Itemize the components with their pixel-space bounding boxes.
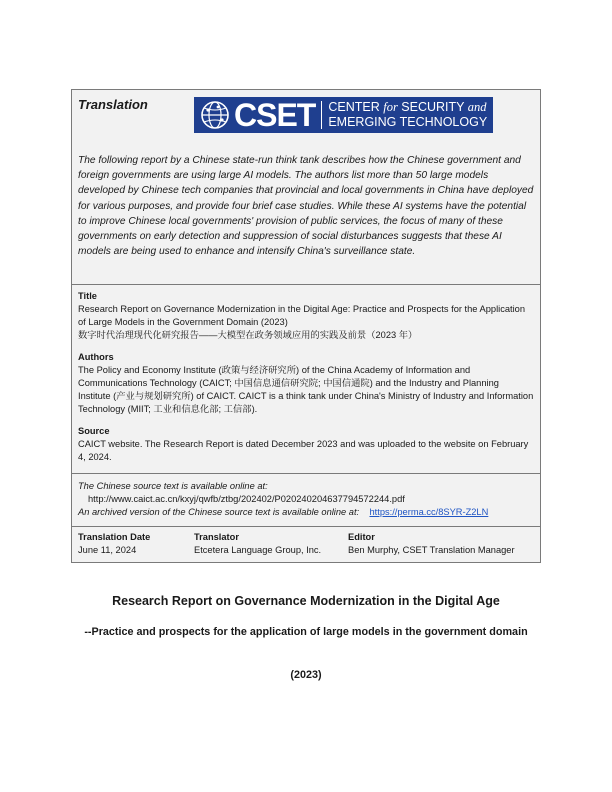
translation-date-header: Translation Date <box>78 532 151 542</box>
source-text: CAICT website. The Research Report is dated December 2023 and was uploaded to the website on February 4, 2024. <box>78 439 529 462</box>
translation-info-box <box>71 89 541 563</box>
title-label: Title <box>78 291 97 301</box>
translator-value: Etcetera Language Group, Inc. <box>194 545 322 555</box>
source-online-line: The Chinese source text is available online at: <box>78 481 268 491</box>
translation-heading: Translation <box>78 97 148 112</box>
logo-mark: CSET <box>234 97 316 133</box>
archive-link[interactable]: https://perma.cc/8SYR-Z2LN <box>369 507 489 517</box>
title-chinese: 数字时代治理现代化研究报告——大模型在政务领域应用的实践及前景（2023 年） <box>78 330 418 340</box>
translation-date-value: June 11, 2024 <box>78 545 137 555</box>
title-section <box>72 284 540 464</box>
translator-header: Translator <box>194 532 239 542</box>
credits-section <box>72 526 540 557</box>
cset-logo <box>194 97 493 133</box>
logo-divider <box>321 101 322 129</box>
document-year: (2023) <box>290 669 322 681</box>
authors-text: The Policy and Economy Institute (政策与经济研究所) of the China Academy of Information and Communications Technology (CAICT; 中国信息通信研究院; 中国信通院) and the Industry and Planning Institute (产业与规划研究所) of CAICT. CAICT is a think tank under China's Ministry of Industry and Information Technology (MIIT; 工业和信息化部; 工信部). <box>78 365 534 414</box>
globe-icon <box>198 98 232 132</box>
source-pdf-url[interactable]: http://www.caict.ac.cn/kxyj/qwfb/ztbg/202402/P020240204637794572244.pdf <box>88 494 405 504</box>
title-english: Research Report on Governance Modernization in the Digital Age: Practice and Prospects for the Application of Large Models in the Government Domain (2023) <box>78 304 526 327</box>
archive-line: An archived version of the Chinese source text is available online at: <box>78 507 360 517</box>
authors-label: Authors <box>78 352 114 362</box>
report-summary: The following report by a Chinese state-run think tank describes how the Chinese government and foreign governments are using large AI models. The authors list more than 50 large models developed by Chinese tech companies that provincial and local governments in China have deployed for various purposes, and provide four brief case studies. While these AI systems have the potential to improve Chinese local governments' provision of public services, the focus of many of these governments on early detection and suppression of social disturbances suggests that these AI models are being used to enhance and intensify China's surveillance state. <box>78 155 534 258</box>
document-title: Research Report on Governance Modernization in the Digital Age <box>112 594 500 608</box>
editor-value: Ben Murphy, CSET Translation Manager <box>348 545 515 555</box>
logo-wordmark: CENTER for SECURITY and EMERGING TECHNOLOGY <box>328 100 488 129</box>
links-section <box>72 473 540 519</box>
document-subtitle: --Practice and prospects for the application of large models in the government domain <box>84 626 528 638</box>
editor-header: Editor <box>348 532 375 542</box>
source-label: Source <box>78 426 110 436</box>
